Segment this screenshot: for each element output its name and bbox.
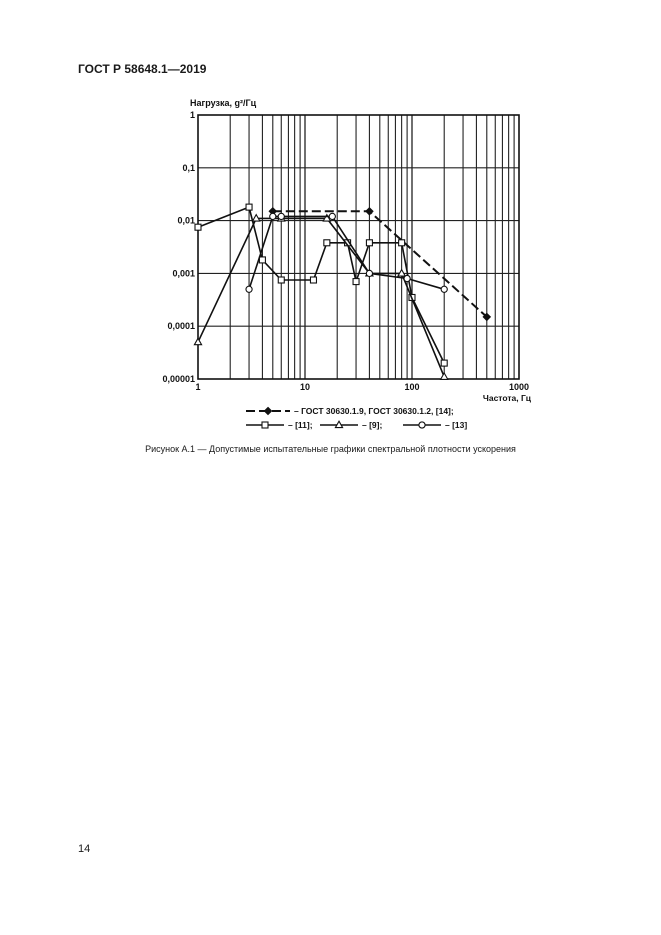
data-point-circle [366,270,372,276]
y-axis-label: Нагрузка, g²/Гц [190,98,257,108]
figure-caption: Рисунок А.1 — Допустимые испытательные графики спектральной плотности ускорения [145,444,516,454]
legend-label: – [13] [445,420,468,430]
data-point-square [366,240,372,246]
data-point-square [399,240,405,246]
legend-label: – [11]; [288,420,313,430]
y-tick-label: 0,001 [172,268,195,279]
plot-frame [198,115,519,379]
legend-label: – ГОСТ 30630.1.9, ГОСТ 30630.1.2, [14]; [294,406,454,416]
y-tick-label: 0,00001 [162,374,195,384]
data-point-square [195,224,201,230]
data-point-square [262,422,268,428]
data-point-circle [270,213,276,219]
data-point-square [441,360,447,366]
chart-series [194,204,490,379]
y-tick-label: 1 [189,110,195,120]
series-square [195,204,447,366]
y-tick-label: 0,01 [177,215,195,226]
data-point-circle [278,213,284,219]
data-point-circle [329,213,335,219]
data-point-square [324,240,330,246]
y-tick-label: 0,1 [182,162,195,173]
data-point-diamond [366,208,373,215]
page-number: 14 [78,843,91,855]
x-axis-label: Частота, Гц [482,393,531,403]
y-tick-label: 0,0001 [167,321,195,332]
data-point-square [246,204,252,210]
data-point-square [310,277,316,283]
x-tick-label: 10 [299,382,311,392]
data-point-square [278,277,284,283]
chart-legend [246,406,467,430]
data-point-square [259,257,265,263]
x-tick-label: 1000 [508,382,530,392]
data-point-triangle [194,338,201,344]
document-header: ГОСТ Р 58648.1—2019 [78,62,207,76]
legend-label: – [9]; [362,420,383,430]
data-point-diamond [264,407,271,414]
data-point-circle [441,286,447,292]
data-point-square [353,279,359,285]
data-point-triangle [441,373,448,379]
data-point-circle [419,422,425,428]
chart-grid [198,115,519,379]
data-point-circle [404,275,410,281]
data-point-circle [246,286,252,292]
x-tick-label: 100 [404,382,420,392]
x-tick-label: 1 [195,382,201,392]
axis-ticks [162,110,529,392]
series-circle [246,213,447,292]
